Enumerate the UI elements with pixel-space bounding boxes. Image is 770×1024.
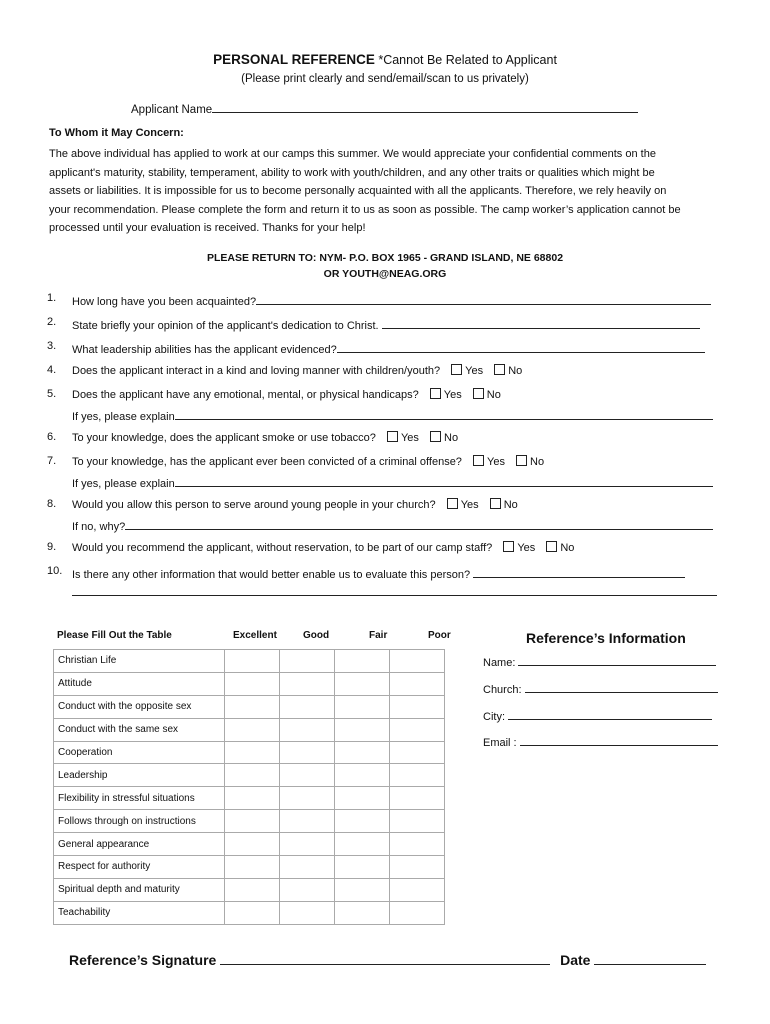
question-number: 3. xyxy=(47,340,57,352)
reference-email-label: Email : xyxy=(483,737,517,749)
return-address-line1: PLEASE RETURN TO: NYM- P.O. BOX 1965 - GRAND ISLAND, NE 68802 xyxy=(206,252,564,264)
yes-label: Yes xyxy=(487,456,505,468)
date-field[interactable] xyxy=(594,950,706,965)
reference-name-row xyxy=(483,653,716,669)
applicant-name-row xyxy=(131,100,638,116)
rating-cell-poor[interactable] xyxy=(390,718,445,741)
answer-field[interactable] xyxy=(125,517,713,530)
reference-city-field[interactable] xyxy=(508,707,712,720)
rating-table xyxy=(53,649,445,925)
return-address-line2: OR YOUTH@NEAG.ORG xyxy=(323,268,447,280)
question-number: 5. xyxy=(47,388,57,400)
rating-cell-poor[interactable] xyxy=(390,833,445,856)
no-label: No xyxy=(444,432,459,444)
rating-cell-fair[interactable] xyxy=(335,672,390,695)
reference-city-label: City: xyxy=(483,711,505,723)
signature-label: Reference’s Signature xyxy=(69,952,217,968)
table-row xyxy=(54,764,445,787)
row-label: General appearance xyxy=(54,833,225,856)
row-label: Respect for authority xyxy=(54,856,225,879)
no-checkbox[interactable] xyxy=(473,388,484,399)
rating-cell-excellent[interactable] xyxy=(225,856,280,879)
reference-church-row xyxy=(483,680,718,696)
yes-label: Yes xyxy=(460,499,479,511)
question-7-followup xyxy=(72,474,713,490)
question-number: 6. xyxy=(47,431,57,443)
rating-cell-fair[interactable] xyxy=(335,695,390,718)
rating-cell-good[interactable] xyxy=(280,741,335,764)
rating-cell-excellent[interactable] xyxy=(225,718,280,741)
no-label: No xyxy=(508,365,523,377)
rating-cell-good[interactable] xyxy=(280,787,335,810)
intro-line: processed until your evaluation is received. Thanks for your help! xyxy=(49,222,366,234)
signature-row xyxy=(69,950,706,968)
rating-cell-poor[interactable] xyxy=(390,901,445,924)
rating-cell-fair[interactable] xyxy=(335,833,390,856)
no-checkbox[interactable] xyxy=(546,541,557,552)
row-label: Follows through on instructions xyxy=(54,810,225,833)
question-number: 4. xyxy=(47,364,57,376)
question-number: 1. xyxy=(47,292,57,304)
table-row xyxy=(54,810,445,833)
intro-line: your recommendation. Please complete the form and return it to us as soon as possible. The camp worker’s application cannot be xyxy=(49,203,681,216)
form-subtitle: (Please print clearly and send/email/scan to us privately) xyxy=(241,73,529,85)
followup-label: If yes, please explain xyxy=(72,411,175,423)
followup-label: If no, why? xyxy=(72,521,126,533)
yes-checkbox[interactable] xyxy=(387,431,398,442)
intro-paragraph xyxy=(49,145,724,238)
salutation: To Whom it May Concern: xyxy=(49,127,184,139)
reference-church-field[interactable] xyxy=(525,680,718,693)
question-8-followup xyxy=(72,517,713,533)
applicant-name-field[interactable] xyxy=(212,100,638,113)
column-header-good: Good xyxy=(303,630,330,641)
table-row xyxy=(54,787,445,810)
question-text: Is there any other information that would better enable us to evaluate this person? xyxy=(72,569,471,581)
yes-label: Yes xyxy=(517,542,536,554)
question-text: Does the applicant have any emotional, mental, or physical handicaps? xyxy=(72,389,419,401)
yes-label: Yes xyxy=(443,389,462,401)
question-text: Would you allow this person to serve around young people in your church? xyxy=(72,499,436,511)
reference-city-row xyxy=(483,707,712,723)
rating-cell-good[interactable] xyxy=(280,901,335,924)
no-label: No xyxy=(503,499,518,511)
answer-field-extra-line[interactable] xyxy=(72,583,717,596)
question-text: To your knowledge, does the applicant smoke or use tobacco? xyxy=(72,432,376,444)
rating-cell-excellent[interactable] xyxy=(225,810,280,833)
rating-cell-fair[interactable] xyxy=(335,856,390,879)
column-header-excellent: Excellent xyxy=(233,630,277,641)
rating-cell-fair[interactable] xyxy=(335,764,390,787)
rating-cell-excellent[interactable] xyxy=(225,787,280,810)
date-label: Date xyxy=(560,952,591,968)
answer-field[interactable] xyxy=(175,407,713,420)
table-row xyxy=(54,878,445,901)
question-text: To your knowledge, has the applicant ever been convicted of a criminal offense? xyxy=(72,456,462,468)
no-checkbox[interactable] xyxy=(490,498,501,509)
yes-label: Yes xyxy=(400,432,419,444)
rating-cell-poor[interactable] xyxy=(390,856,445,879)
yes-checkbox[interactable] xyxy=(473,455,484,466)
rating-cell-good[interactable] xyxy=(280,695,335,718)
yes-checkbox[interactable] xyxy=(451,364,462,375)
row-label: Spiritual depth and maturity xyxy=(54,878,225,901)
answer-field[interactable] xyxy=(382,316,700,329)
question-text: How long have you been acquainted? xyxy=(72,296,257,308)
signature-field[interactable] xyxy=(220,950,550,965)
rating-cell-good[interactable] xyxy=(280,833,335,856)
rating-cell-poor[interactable] xyxy=(390,650,445,673)
table-row xyxy=(54,650,445,673)
rating-cell-poor[interactable] xyxy=(390,787,445,810)
rating-cell-excellent[interactable] xyxy=(225,764,280,787)
no-label: No xyxy=(530,456,545,468)
table-row xyxy=(54,695,445,718)
rating-cell-fair[interactable] xyxy=(335,650,390,673)
yes-checkbox[interactable] xyxy=(430,388,441,399)
rating-cell-excellent[interactable] xyxy=(225,741,280,764)
rating-cell-fair[interactable] xyxy=(335,741,390,764)
rating-cell-excellent[interactable] xyxy=(225,650,280,673)
title-note: *Cannot Be Related to Applicant xyxy=(378,53,557,67)
rating-cell-excellent[interactable] xyxy=(225,672,280,695)
question-text-row xyxy=(72,364,522,377)
question-text-row xyxy=(72,541,574,554)
question-text-row xyxy=(72,498,518,511)
row-label: Christian Life xyxy=(54,650,225,673)
question-number: 8. xyxy=(47,498,57,510)
answer-field[interactable] xyxy=(175,474,713,487)
yes-checkbox[interactable] xyxy=(503,541,514,552)
intro-line: assets or liabilities. It is impossible for us to become personally acquainted with all the applicants. Therefore, we rely heavily on xyxy=(49,185,667,197)
no-checkbox[interactable] xyxy=(516,455,527,466)
reference-email-field[interactable] xyxy=(520,733,718,746)
table-row xyxy=(54,856,445,879)
table-row xyxy=(54,833,445,856)
rating-cell-poor[interactable] xyxy=(390,695,445,718)
row-label: Cooperation xyxy=(54,741,225,764)
rating-cell-good[interactable] xyxy=(280,856,335,879)
column-header-poor: Poor xyxy=(428,630,451,641)
question-text: Would you recommend the applicant, without reservation, to be part of our camp staff? xyxy=(72,542,493,554)
reference-church-label: Church: xyxy=(483,684,522,696)
rating-cell-good[interactable] xyxy=(280,718,335,741)
row-label: Conduct with the opposite sex xyxy=(54,695,225,718)
rating-cell-good[interactable] xyxy=(280,810,335,833)
return-address xyxy=(0,250,770,282)
yes-checkbox[interactable] xyxy=(447,498,458,509)
intro-line: applicant's maturity, stability, temperament, ability to work with youth/children, and any other traits or qualities which might be xyxy=(49,166,655,179)
form-title: PERSONAL REFERENCE *Cannot Be Related to Applicant xyxy=(213,52,557,67)
rating-cell-good[interactable] xyxy=(280,672,335,695)
question-text: State briefly your opinion of the applicant's dedication to Christ. xyxy=(72,320,379,332)
row-label: Leadership xyxy=(54,764,225,787)
rating-cell-fair[interactable] xyxy=(335,787,390,810)
answer-field[interactable] xyxy=(473,565,685,578)
no-checkbox[interactable] xyxy=(430,431,441,442)
question-text: What leadership abilities has the applicant evidenced? xyxy=(72,344,337,356)
rating-cell-fair[interactable] xyxy=(335,718,390,741)
rating-cell-good[interactable] xyxy=(280,650,335,673)
reference-email-row xyxy=(483,733,718,749)
answer-field[interactable] xyxy=(256,292,711,305)
rating-cell-poor[interactable] xyxy=(390,878,445,901)
rating-cell-poor[interactable] xyxy=(390,672,445,695)
no-checkbox[interactable] xyxy=(494,364,505,375)
rating-cell-excellent[interactable] xyxy=(225,833,280,856)
row-label: Flexibility in stressful situations xyxy=(54,787,225,810)
question-number: 9. xyxy=(47,541,57,553)
question-number: 10. xyxy=(47,565,63,577)
row-label: Attitude xyxy=(54,672,225,695)
table-row xyxy=(54,672,445,695)
yes-label: Yes xyxy=(465,365,484,377)
rating-cell-poor[interactable] xyxy=(390,741,445,764)
rating-cell-poor[interactable] xyxy=(390,764,445,787)
rating-cell-good[interactable] xyxy=(280,764,335,787)
question-text-row xyxy=(72,565,685,581)
table-row xyxy=(54,741,445,764)
rating-cell-fair[interactable] xyxy=(335,878,390,901)
rating-cell-fair[interactable] xyxy=(335,810,390,833)
followup-label: If yes, please explain xyxy=(72,478,175,490)
column-header-fair: Fair xyxy=(369,630,388,641)
question-text-row xyxy=(72,388,501,401)
rating-cell-fair[interactable] xyxy=(335,901,390,924)
question-number: 2. xyxy=(47,316,57,328)
row-label: Teachability xyxy=(54,901,225,924)
rating-cell-good[interactable] xyxy=(280,878,335,901)
rating-cell-excellent[interactable] xyxy=(225,695,280,718)
question-text: Does the applicant interact in a kind and loving manner with children/youth? xyxy=(72,365,441,377)
table-title: Please Fill Out the Table xyxy=(57,630,172,641)
question-text-row xyxy=(72,455,544,468)
no-label: No xyxy=(486,389,501,401)
answer-field[interactable] xyxy=(337,340,705,353)
question-number: 7. xyxy=(47,455,57,467)
rating-cell-excellent[interactable] xyxy=(225,901,280,924)
rating-cell-excellent[interactable] xyxy=(225,878,280,901)
no-label: No xyxy=(560,542,575,554)
reference-name-label: Name: xyxy=(483,657,516,669)
question-text-row xyxy=(72,340,705,356)
intro-line: The above individual has applied to work at our camps this summer. We would appreciate your confidential comments on the xyxy=(49,148,656,160)
question-text-row xyxy=(72,431,458,444)
question-text-row xyxy=(72,316,700,332)
reference-info-title: Reference’s Information xyxy=(526,630,686,646)
question-text-row xyxy=(72,292,711,308)
reference-name-field[interactable] xyxy=(518,653,716,666)
row-label: Conduct with the same sex xyxy=(54,718,225,741)
table-row xyxy=(54,718,445,741)
applicant-name-label: Applicant Name xyxy=(131,104,213,116)
rating-cell-poor[interactable] xyxy=(390,810,445,833)
question-5-followup xyxy=(72,407,713,423)
table-row xyxy=(54,901,445,924)
